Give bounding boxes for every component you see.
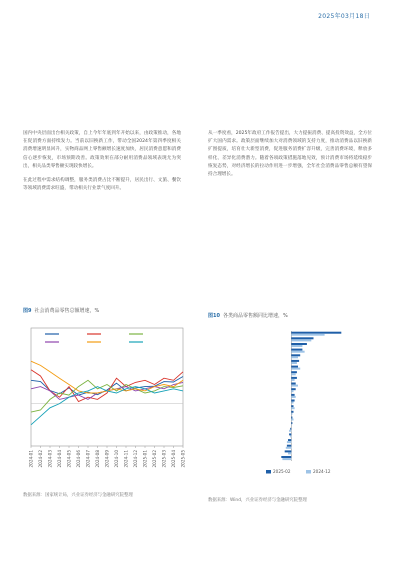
figure-line-chart [23, 307, 193, 498]
bar [285, 450, 292, 452]
bar [286, 447, 292, 449]
x-tick-label: 2024-12 [133, 450, 138, 468]
bar [291, 362, 297, 364]
x-tick-label: 2024-08 [95, 450, 100, 468]
figure-source: 数据来源：Wind，兴业证券经济与金融研究院整理 [208, 498, 307, 503]
figure-caption [208, 312, 378, 319]
x-tick-label: 2024-05 [66, 450, 72, 468]
x-tick-label: 2024-06 [76, 450, 81, 468]
bar [291, 394, 294, 396]
bar [291, 405, 293, 407]
bar [291, 356, 298, 358]
bar [291, 402, 293, 404]
bar [291, 407, 294, 409]
bar [291, 411, 293, 413]
x-tick-label: 2024-03 [47, 450, 53, 468]
bar [291, 360, 299, 362]
bar [291, 351, 304, 353]
bar [291, 390, 293, 392]
figure-source: 数据来源：国家统计局，兴业证券经济与金融研究院整理 [23, 493, 133, 498]
paragraph: 在此过程中需求结构调整，服务类消费占比不断提升，居民出行、文旅、餐饮等领域消费需求旺盛，带动相关行业景气度回升。 [23, 178, 181, 192]
bar [291, 373, 295, 375]
x-tick-label: 2025-03 [161, 450, 167, 468]
figure-caption [23, 307, 193, 314]
legend-label: 2025-02 [273, 469, 291, 474]
figure-title: 社会消费品零售总额增速，% [34, 308, 100, 314]
x-tick-label: 2024-01 [28, 450, 34, 468]
bar [291, 337, 313, 339]
figure-label: 图10 [208, 313, 220, 319]
page-header: 2025年03月18日 [318, 13, 370, 20]
bar [291, 339, 311, 341]
plot-frame [31, 328, 183, 446]
legend-swatch [306, 470, 311, 474]
bar [287, 445, 291, 447]
bar [291, 413, 292, 415]
x-tick-label: 2024-10 [114, 450, 119, 468]
x-tick-label: 2024-07 [85, 450, 91, 468]
figure-bar-chart [208, 312, 378, 503]
x-tick-label: 2025-04 [171, 450, 176, 468]
legend-swatch [266, 470, 271, 474]
bar [291, 349, 302, 351]
x-tick-label: 2024-04 [57, 450, 62, 468]
bar [291, 334, 324, 336]
bar [291, 385, 298, 387]
bar [291, 345, 302, 347]
bar [288, 439, 291, 441]
x-tick-label: 2024-11 [123, 450, 129, 468]
figure-label: 图9 [23, 308, 32, 314]
bar [281, 456, 291, 458]
bar [291, 422, 292, 424]
bar [289, 433, 291, 435]
bar [291, 354, 300, 356]
body-column-left [23, 130, 181, 199]
line-chart [23, 318, 191, 486]
paragraph: 从一季度看，2025年政府工作报告提出，大力提振消费、提高投资效益，全方位扩大国内需求。政策层面继续加大对消费领域的支持力度，推动消费品以旧换新扩围提质，培育壮大新型消费，促进服务消费扩容升级，完善消费环境，释放多样化、差异化消费潜力。随着各项政策措施落地见效，预计消费市场将延续稳步恢复态势，对经济增长的拉动作用进一步增强，全年社会消费品零售总额有望保持合理增长。 [208, 131, 372, 178]
x-tick-label: 2025-02 [152, 450, 157, 468]
x-tick-label: 2024-09 [104, 450, 110, 468]
bar [291, 379, 294, 381]
bar [287, 441, 291, 443]
bar [291, 417, 292, 419]
x-tick-label: 2025-01 [142, 450, 148, 468]
bar [291, 400, 294, 402]
bar [291, 419, 293, 421]
body-column-right [208, 130, 372, 185]
bar [290, 428, 291, 430]
paragraph: 国内中央层面出台相关政策，自上今年年底到年开始以来，由政策推动，各地在促消费方面持续发力。当前以旧换新工作，带动全国2024年第四季度相关消费增速明显回升，实物商品网上零售额增长速度加快，居民消费意愿和消费信心逐步恢复，市场预期改善。政策效果在部分耐用消费品领域表现尤为突出，相关品类零售额实现较快增长。 [23, 131, 181, 169]
bar [288, 452, 291, 454]
bar [291, 371, 297, 373]
legend-label: 2024-12 [313, 469, 331, 474]
bar [290, 436, 291, 438]
bar [291, 388, 295, 390]
bar [291, 377, 297, 379]
bar [289, 430, 291, 432]
bar [291, 343, 307, 345]
bar [291, 366, 298, 368]
x-tick-label: 2025-05 [180, 450, 186, 468]
bar [291, 383, 295, 385]
bar [291, 332, 341, 334]
figure-title: 各类商品零售额同比增速，% [222, 313, 288, 319]
bar [291, 368, 300, 370]
bar [291, 396, 295, 398]
bar-chart [208, 323, 378, 491]
bar [282, 458, 291, 460]
x-tick-label: 2024-02 [38, 450, 43, 468]
